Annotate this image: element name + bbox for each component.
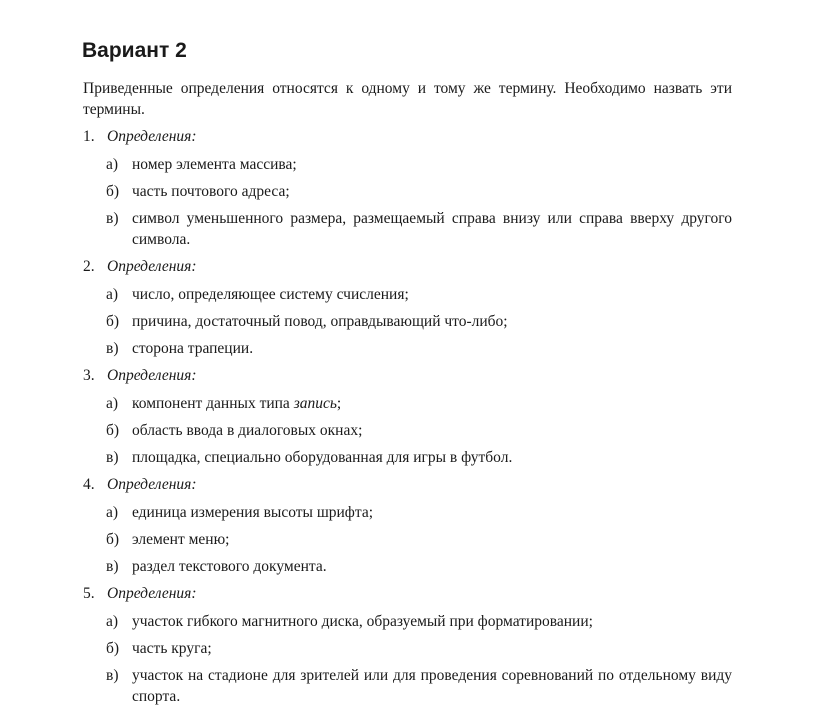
item-letter: б) bbox=[106, 640, 120, 657]
definition-item bbox=[82, 638, 732, 659]
item-text: участок гибкого магнитного диска, образуемый при форматировании; bbox=[132, 613, 593, 630]
item-text bbox=[132, 395, 341, 412]
task-header bbox=[82, 474, 732, 496]
item-text: площадка, специально оборудованная для игры в футбол. bbox=[132, 449, 513, 466]
task-number: 2. bbox=[83, 258, 95, 275]
definition-item bbox=[82, 393, 732, 414]
item-letter: в) bbox=[106, 449, 119, 466]
variant-title: Вариант 2 bbox=[82, 39, 187, 62]
definition-item bbox=[82, 208, 732, 250]
item-text: раздел текстового документа. bbox=[132, 558, 327, 575]
definition-list bbox=[82, 393, 732, 468]
task-label: Определения: bbox=[107, 585, 197, 602]
task-number: 5. bbox=[83, 585, 95, 602]
item-text: элемент меню; bbox=[132, 531, 230, 548]
item-letter: в) bbox=[106, 340, 119, 357]
definition-item bbox=[82, 338, 732, 359]
document-page bbox=[82, 38, 732, 713]
task-label: Определения: bbox=[107, 258, 197, 275]
definition-item bbox=[82, 556, 732, 577]
item-text: единица измерения высоты шрифта; bbox=[132, 504, 373, 521]
task-label: Определения: bbox=[107, 476, 197, 493]
item-text: часть почтового адреса; bbox=[132, 183, 290, 200]
item-letter: б) bbox=[106, 422, 120, 439]
item-text-before: компонент данных типа bbox=[132, 395, 294, 412]
task-header bbox=[82, 256, 732, 278]
task-4 bbox=[82, 474, 732, 577]
item-letter: в) bbox=[106, 210, 119, 227]
task-header bbox=[82, 365, 732, 387]
definition-list bbox=[82, 502, 732, 577]
task-2 bbox=[82, 256, 732, 359]
definition-item bbox=[82, 181, 732, 202]
definition-item bbox=[82, 611, 732, 632]
task-number: 3. bbox=[83, 367, 95, 384]
item-letter: б) bbox=[106, 183, 120, 200]
item-text: участок на стадионе для зрителей или для проведения соревнований по отдельному виду спорта. bbox=[132, 667, 732, 705]
definition-item bbox=[82, 447, 732, 468]
item-letter: а) bbox=[106, 156, 119, 173]
item-text: часть круга; bbox=[132, 640, 212, 657]
item-letter: а) bbox=[106, 504, 119, 521]
definition-item bbox=[82, 529, 732, 550]
definition-item bbox=[82, 311, 732, 332]
definition-item bbox=[82, 502, 732, 523]
definition-item bbox=[82, 154, 732, 175]
item-letter: а) bbox=[106, 395, 119, 412]
task-number: 1. bbox=[83, 128, 95, 145]
definition-item bbox=[82, 665, 732, 707]
item-text: символ уменьшенного размера, размещаемый справа внизу или справа вверху другого символа. bbox=[132, 210, 732, 248]
item-text: область ввода в диалоговых окнах; bbox=[132, 422, 363, 439]
task-1 bbox=[82, 126, 732, 250]
task-header bbox=[82, 583, 732, 605]
task-3 bbox=[82, 365, 732, 468]
item-text-italic: запись bbox=[293, 395, 337, 412]
intro-paragraph: Приведенные определения относятся к одному и тому же термину. Необходимо назвать эти термины. bbox=[83, 80, 732, 118]
item-text: причина, достаточный повод, оправдывающий что-либо; bbox=[132, 313, 508, 330]
task-number: 4. bbox=[83, 476, 95, 493]
item-letter: а) bbox=[106, 613, 119, 630]
definition-item bbox=[82, 420, 732, 441]
task-label: Определения: bbox=[107, 128, 197, 145]
item-letter: б) bbox=[106, 313, 120, 330]
definition-list bbox=[82, 284, 732, 359]
item-letter: б) bbox=[106, 531, 120, 548]
item-text: число, определяющее систему счисления; bbox=[132, 286, 409, 303]
item-letter: в) bbox=[106, 667, 119, 684]
definition-item bbox=[82, 284, 732, 305]
item-text: номер элемента массива; bbox=[132, 156, 297, 173]
item-letter: в) bbox=[106, 558, 119, 575]
definition-list bbox=[82, 154, 732, 250]
definition-list bbox=[82, 611, 732, 707]
task-5 bbox=[82, 583, 732, 707]
task-label: Определения: bbox=[107, 367, 197, 384]
item-text: сторона трапеции. bbox=[132, 340, 254, 357]
task-header bbox=[82, 126, 732, 148]
item-letter: а) bbox=[106, 286, 119, 303]
item-text-after: ; bbox=[336, 395, 342, 412]
